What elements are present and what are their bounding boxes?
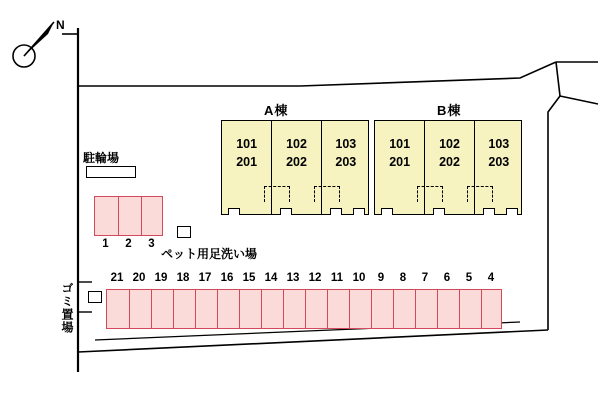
parking-number: 6 [443,272,451,284]
parking-number: 4 [487,272,495,284]
parking-space[interactable] [305,290,327,328]
parking-space[interactable] [459,290,481,328]
parking-space[interactable] [217,290,239,328]
bicycle-rack [86,166,136,178]
parking-lot-main [106,289,502,329]
parking-space[interactable] [141,197,164,235]
parking-number: 10 [352,272,366,284]
parking-space[interactable] [261,290,283,328]
entry-step-icon [506,208,518,215]
parking-number: 20 [132,272,146,284]
pet-foot-wash-icon [177,226,191,238]
parking-space[interactable] [371,290,393,328]
parking-number: 11 [330,272,344,284]
parking-number: 14 [264,272,278,284]
parking-space[interactable] [173,290,195,328]
compass-rose [8,18,78,74]
parking-number: 15 [242,272,256,284]
entry-step-icon [353,208,365,215]
parking-space[interactable] [327,290,349,328]
parking-number: 12 [308,272,322,284]
unit-number-lower: 201 [389,155,411,169]
entry-step-icon [433,208,445,215]
parking-space[interactable] [393,290,415,328]
unit-number-upper: 103 [335,137,357,151]
parking-space[interactable] [283,290,305,328]
entry-step-icon [330,208,342,215]
building-a [221,120,369,215]
unit-number-lower: 203 [488,155,510,169]
unit-number-upper: 101 [236,137,258,151]
unit-number-upper: 103 [488,137,510,151]
parking-number: 8 [399,272,407,284]
entry-porch-icon [314,186,340,202]
parking-number: 9 [377,272,385,284]
entry-step-icon [280,208,292,215]
parking-space[interactable] [151,290,173,328]
garbage-bin [88,291,102,303]
parking-number: 3 [148,238,155,250]
parking-space[interactable] [107,290,129,328]
entry-step-icon [483,208,495,215]
parking-space[interactable] [481,290,503,328]
parking-number: 1 [102,238,109,250]
parking-lot-small [94,196,163,236]
unit-number-lower: 202 [439,155,460,169]
parking-space[interactable] [437,290,459,328]
parking-number: 7 [421,272,429,284]
pet-foot-wash-label: ペット用足洗い場 [161,247,258,261]
unit-number-lower: 202 [286,155,307,169]
garbage-area-label [60,282,74,334]
parking-number: 21 [110,272,124,284]
parking-space[interactable] [129,290,151,328]
entry-porch-icon [467,186,493,202]
entry-step-icon [381,208,393,215]
parking-space[interactable] [195,290,217,328]
compass-north-label: N [56,18,65,32]
parking-number: 18 [176,272,190,284]
parking-number: 17 [198,272,212,284]
parking-number: 16 [220,272,234,284]
bicycle-parking-label: 駐輪場 [83,151,120,165]
unit-number-upper: 102 [286,137,307,151]
parking-number: 5 [465,272,473,284]
garbage-area-label-text: ゴミ置場 [60,282,74,334]
parking-space[interactable] [415,290,437,328]
unit-number-lower: 203 [335,155,357,169]
building-b-label: B棟 [437,103,462,118]
building-a-label: A棟 [264,103,289,118]
parking-number: 2 [125,238,132,250]
parking-space[interactable] [95,197,118,235]
parking-space[interactable] [239,290,261,328]
building-b [374,120,522,215]
parking-space[interactable] [349,290,371,328]
parking-number: 19 [154,272,168,284]
parking-space[interactable] [118,197,141,235]
entry-porch-icon [417,186,443,202]
entry-porch-icon [264,186,290,202]
entry-step-icon [228,208,240,215]
unit-number-upper: 101 [389,137,411,151]
parking-number: 13 [286,272,300,284]
unit-number-upper: 102 [439,137,460,151]
unit-number-lower: 201 [236,155,258,169]
